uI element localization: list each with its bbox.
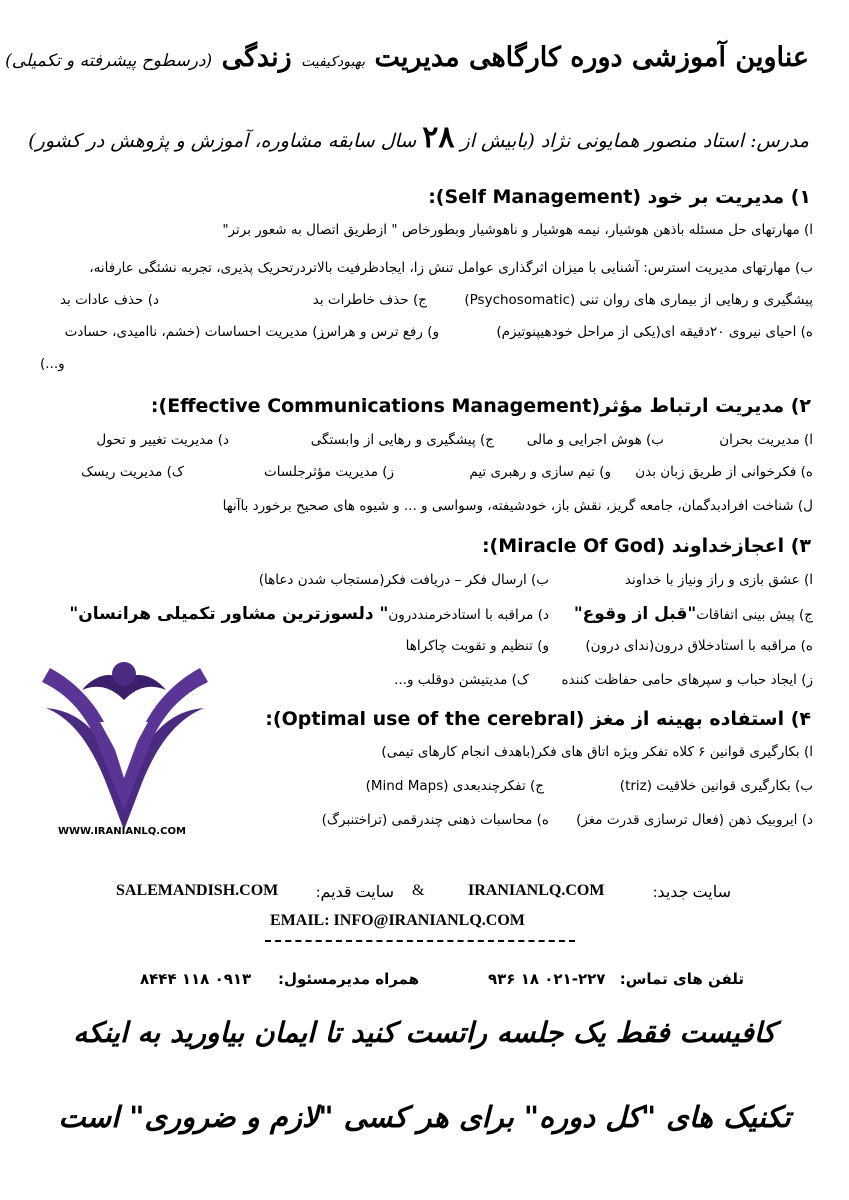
s1-item-psy: پیشگیری و رهایی از بیماری های روان تنی (Psychosomatic) [464,292,813,308]
section-4-heading: ۴) استفاده بهینه از مغز (Optimal use of the cerebral): [265,708,811,730]
page-title [5,42,809,73]
new-site-label: سایت جدید: [652,884,731,901]
s4-item-a: ا) بکارگیری قوانین ۶ کلاه تفکر ویژه اتاق های فکر(باهدف انجام کارهای تیمی) [381,744,813,760]
s3-item-d [69,604,549,624]
teacher-years: ۲۸ [422,120,455,155]
old-site-text: SALEMANDISH.COM [116,882,279,899]
email[interactable] [270,912,525,930]
teacher-suffix: سال سابقه مشاوره، آموزش و پژوهش در کشور) [28,130,417,152]
s4-item-d: د) ایروبیک ذهن (فعال ترسازی قدرت مغز) [576,812,813,828]
s2-item-h: ه) فکرخوانی از طریق زبان بدن [635,464,813,480]
s4-item-j: ج) تفکرچندبعدی (Mind Maps) [365,778,544,794]
s3-item-j-quote: "قبل از وقوع" [573,604,697,624]
s1-item-a: ا) مهارتهای حل مسئله باذهن هوشیار، نیمه هوشیار و ناهوشیار وبطورخاص " ازطریق اتصال به شعور برتر" [222,222,813,238]
divider [265,940,575,942]
title-small: بهبودکیفیت [301,54,366,70]
teacher-line [28,120,809,155]
old-site[interactable] [116,882,278,900]
s1-item-b: ب) مهارتهای مدیریت استرس: آشنایی با میزان اثرگذاری عوامل تنش زا، ایجادظرفیت بالاتردرتحریک پذیری، تجربه نشئگی عارفانه، [89,260,813,276]
s1-item-d: د) حذف عادات بد [59,292,159,308]
section-1-heading: ۱) مدیریت بر خود (Self Management): [428,186,811,208]
s3-item-j-text: ج) پیش بینی اتفاقات [696,607,813,623]
ampersand: & [412,882,425,899]
s2-item-z: ز) مدیریت مؤثرجلسات [264,464,394,480]
s3-item-d-text: د) مراقبه با استادخرمنددرون [388,607,549,623]
s3-item-b: ب) ارسال فکر – دریافت فکر(مستجاب شدن دعاها) [258,572,549,588]
s2-item-l: ل) شناخت افرادبدگمان، جامعه گریز، نقش باز، خودشیفته، وسواسی و ... و شیوه های صحیح برخورد باآنها [222,498,813,514]
s3-item-v: و) تنظیم و تقویت چاکراها [405,638,549,654]
title-main: عناوین آموزشی دوره کارگاهی مدیریت [374,42,809,73]
s3-item-d-quote: " دلسوزترین مشاور تکمیلی هرانسان" [69,604,389,624]
iranianlq-logo-icon [40,660,210,840]
s3-item-z: ز) ایجاد حباب و سپرهای حامی حفاظت کننده [561,672,813,688]
s2-item-d: د) مدیریت تغییر و تحول [96,432,229,448]
new-site[interactable] [468,882,604,900]
s2-item-v: و) تیم سازی و رهبری تیم [469,464,611,480]
s3-item-k: ک) مدیتیشن دوقلب و... [394,672,529,688]
s4-item-b: ب) بکارگیری قوانین خلاقیت (triz) [619,778,813,794]
s1-item-h: ه) احیای نیروی ۲۰دقیقه ای(یکی از مراحل خودهیپنوتیزم) [496,324,813,340]
s1-item-j: ج) حذف خاطرات بد [312,292,427,308]
s3-item-j [574,604,813,624]
title-life: زندگی [221,42,292,73]
section-3-heading: ۳) اعجازخداوند (Miracle Of God): [481,535,811,557]
s3-item-h: ه) مراقبه با استادخلاق درون(ندای درون) [585,638,813,654]
old-site-label: سایت قدیم: [316,884,395,901]
closing-line-1: کافیست فقط یک جلسه راتست کنید تا ایمان بیاورید به اینکه [73,1016,776,1049]
new-site-text: IRANIANLQ.COM [468,882,605,899]
s2-item-k: ک) مدیریت ریسک [81,464,184,480]
s2-item-j: ج) پیشگیری و رهایی از وابستگی [310,432,494,448]
s2-item-b: ب) هوش اجرایی و مالی [526,432,664,448]
s4-item-h: ه) محاسبات ذهنی چندرقمی (تراختنبرگ) [321,812,549,828]
s1-item-z: ز) مدیریت احساسات (خشم، ناامیدی، حسادت [64,324,324,340]
s3-item-a: ا) عشق بازی و راز ونیاز با خداوند [624,572,813,588]
closing-line-2: تکنیک های "کل دوره" برای هر کسی "لازم و ضروری" است [58,1100,791,1134]
title-levels: (درسطوح پیشرفته و تکمیلی) [5,51,213,71]
tel: ۰۲۱-۲۲۷ ۱۸ ۹۳۶ [488,970,606,988]
s2-item-a: ا) مدیریت بحران [719,432,813,448]
s1-item-etc: و...) [40,356,65,372]
logo-mark [42,662,208,830]
s1-item-v: و) رفع ترس و هراس [320,324,439,340]
logo-url: WWW.IRANIANLQ.COM [58,826,186,837]
teacher-prefix: مدرس: استاد منصور همایونی نژاد (بابیش از [460,130,809,152]
mobile: ۰۹۱۳ ۱۱۸ ۸۴۴۴ [140,970,252,988]
mobile-label: همراه مدیرمسئول: [278,970,420,988]
email-text: EMAIL: INFO@IRANIANLQ.COM [270,912,525,929]
section-2-heading: ۲) مدیریت ارتباط مؤثر(Effective Communications Management): [150,395,811,417]
tel-label: تلفن های تماس: [619,970,744,988]
